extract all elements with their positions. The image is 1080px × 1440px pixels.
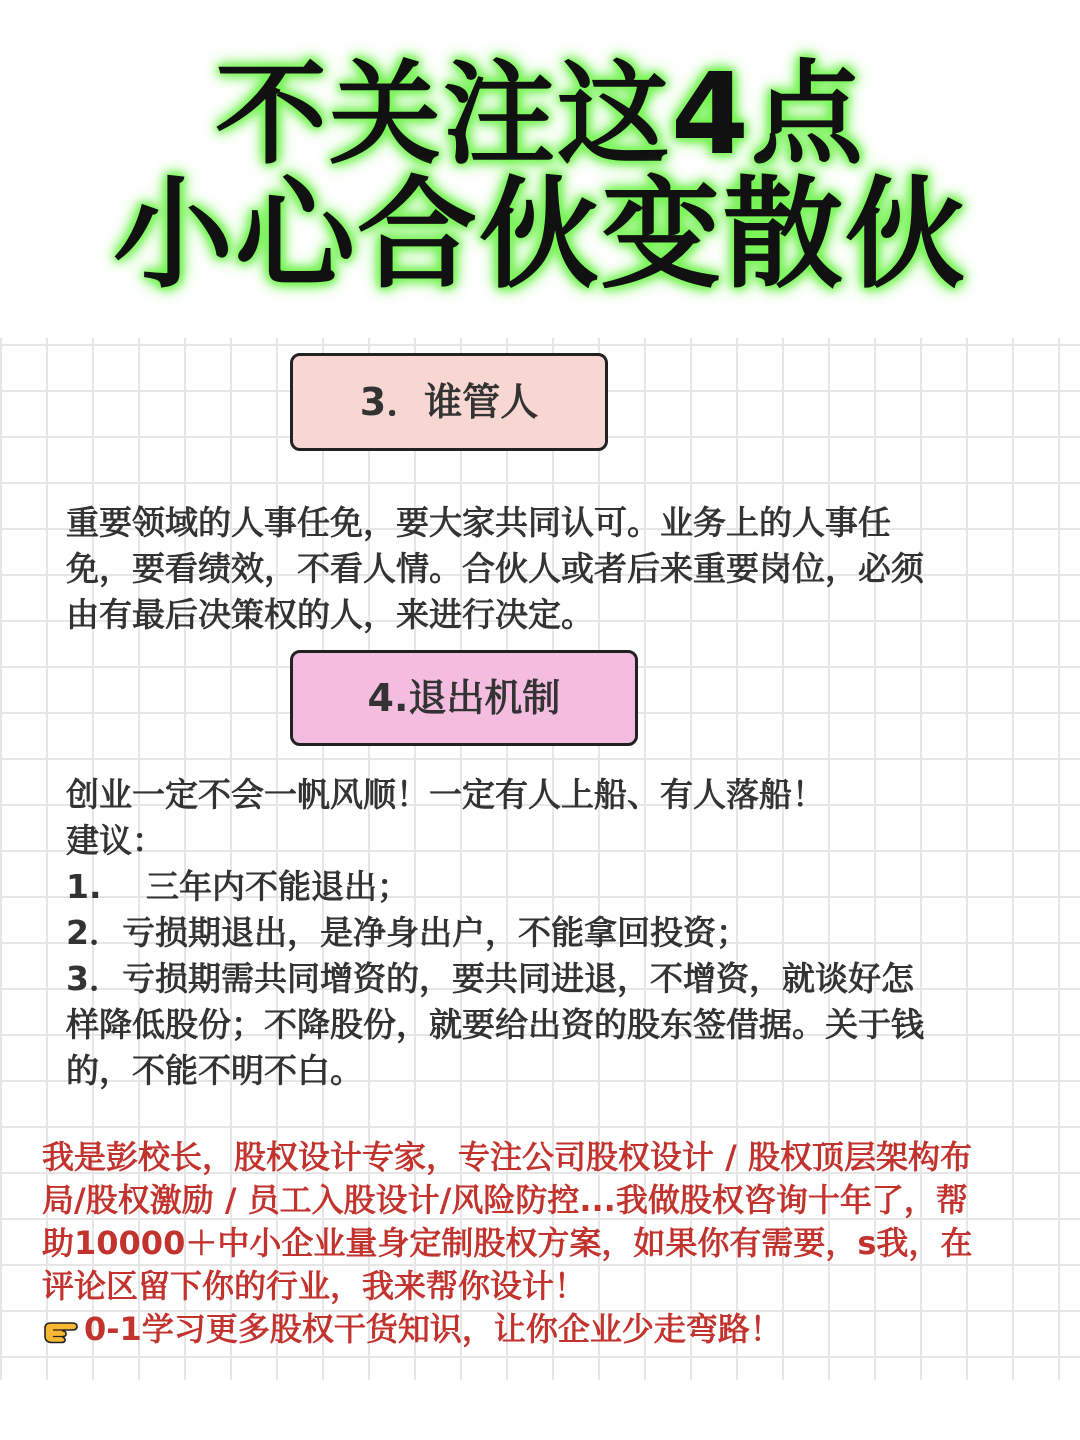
promo-line: 局/股权激励 / 员工入股设计/风险防控...我做股权咨询十年了，帮	[42, 1181, 968, 1219]
pointing-hand-icon	[42, 1312, 82, 1342]
promo-line: 助10000＋中小企业量身定制股权方案，如果你有需要，s我，在	[42, 1224, 973, 1262]
promo-line: 我是彭校长，股权设计专家，专注公司股权设计 / 股权顶层架构布	[42, 1138, 972, 1176]
title-line-1: 不关注这4点	[215, 50, 865, 180]
title-area	[0, 0, 1080, 330]
section-3-line: 免，要看绩效，不看人情。合伙人或者后来重要岗位，必须	[66, 549, 924, 588]
section-4-line: 3．亏损期需共同增资的，要共同进退，不增资，就谈好怎	[66, 959, 914, 998]
section-4-line: 创业一定不会一帆风顺！一定有人上船、有人落船！	[66, 775, 825, 814]
section-4-line: 的，不能不明不白。	[66, 1051, 363, 1090]
section-3-body	[66, 500, 1026, 638]
section-4-line: 1. 三年内不能退出；	[66, 867, 410, 906]
section-4-heading: 4.退出机制	[290, 650, 638, 746]
section-4-line: 2．亏损期退出，是净身出户，不能拿回投资；	[66, 913, 749, 952]
section-4-line: 建议：	[66, 821, 165, 860]
section-4-line: 样降低股份；不降股份，就要给出资的股东签借据。关于钱	[66, 1005, 924, 1044]
promo-line: 评论区留下你的行业，我来帮你设计！	[42, 1267, 587, 1305]
section-3-line: 由有最后决策权的人，来进行决定。	[66, 595, 594, 634]
title-line-2: 小心合伙变散伙	[113, 166, 967, 305]
section-3-heading: 3．谁管人	[290, 353, 608, 451]
promo-last-line-text: 0-1学习更多股权干货知识，让你企业少走弯路！	[84, 1310, 782, 1348]
promo-text	[42, 1136, 1032, 1351]
promo-last-line	[42, 1308, 1032, 1351]
section-4-body	[66, 772, 1026, 1094]
section-3-line: 重要领域的人事任免，要大家共同认可。业务上的人事任	[66, 503, 891, 542]
